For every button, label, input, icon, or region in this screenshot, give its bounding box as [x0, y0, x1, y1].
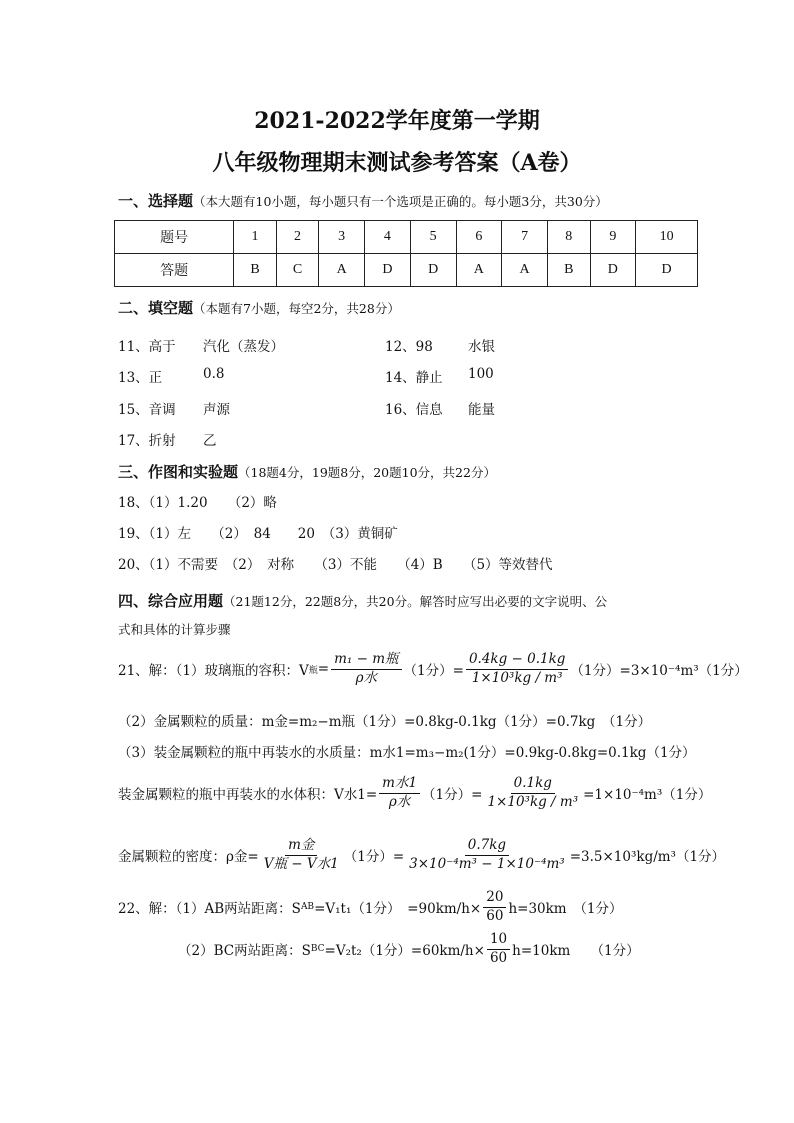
table-cell: D [410, 254, 456, 287]
q21-line2: （2）金属颗粒的质量：m金=m₂−m瓶（1分）=0.8kg-0.1kg（1分）=0.7kg （1分） [118, 714, 652, 730]
q21-l1-tail: （1分）=3×10⁻⁴m³（1分） [570, 663, 748, 680]
fraction [466, 652, 568, 686]
answer-q18: 18、（1）1.20 （2）略 [118, 495, 277, 511]
section1-heading-line [118, 190, 608, 211]
fraction [331, 652, 401, 686]
q21-l1-sub: 瓶 [308, 665, 318, 676]
table-cell: 3 [319, 221, 365, 254]
fraction-denominator: 60 [489, 949, 508, 966]
fraction-numerator: 0.1kg [511, 776, 555, 794]
q22-l1-tail: h=30km （1分） [508, 901, 623, 918]
fraction-numerator: 20 [483, 890, 506, 908]
page-subtitle: 八年级物理期末测试参考答案（A卷） [212, 150, 582, 176]
table-cell: D [365, 254, 411, 287]
table-cell: 1 [234, 221, 277, 254]
fill-item-num: 14、静止 [385, 370, 443, 386]
section1-note: （本大题有10小题，每小题只有一个选项是正确的。每小题3分，共30分） [193, 194, 608, 209]
fraction [483, 890, 506, 924]
section2-note: （本题有7小题，每空2分，共28分） [193, 301, 400, 316]
fraction [487, 932, 510, 966]
q22-l1-mid: =V₁t₁（1分） =90km/h× [314, 901, 482, 918]
fill-item-answer: 100 [468, 366, 494, 382]
fill-item-answer: 能量 [468, 402, 495, 418]
answer-table [114, 220, 698, 287]
fraction-numerator: m金 [285, 838, 317, 856]
fill-item-answer: 水银 [468, 339, 495, 355]
section4-note: （21题12分，22题8分，共20分。解答时应写出必要的文字说明、公 [223, 594, 608, 609]
fill-item-num: 16、信息 [385, 402, 443, 418]
q21-l5-mid: （1分）= [343, 849, 405, 866]
q21-l4-mid: （1分）= [422, 787, 483, 804]
table-cell: 10 [636, 221, 698, 254]
fill-item-answer: 乙 [203, 433, 217, 449]
table-cell: 8 [547, 221, 590, 254]
table-cell: D [636, 254, 698, 287]
fraction [379, 776, 420, 810]
fraction-denominator: ρ水 [388, 793, 411, 810]
table-cell: B [234, 254, 277, 287]
q21-l5-prefix: 金属颗粒的密度：ρ金= [118, 849, 259, 866]
fraction-numerator: m₁ − m瓶 [331, 652, 401, 670]
q22-l1-sub: AB [300, 902, 315, 913]
fraction-denominator: 60 [486, 907, 504, 924]
table-cell: C [276, 254, 319, 287]
q22-l2-prefix: （2）BC两站距离：S [178, 943, 311, 960]
section4-heading-line [118, 590, 607, 611]
section3-heading-line [118, 461, 496, 482]
table-cell: 9 [590, 221, 636, 254]
table-row-numbers [115, 221, 698, 254]
q21-l5-tail: =3.5×10³kg/m³（1分） [569, 849, 726, 866]
table-cell: A [319, 254, 365, 287]
fraction-denominator: ρ水 [355, 669, 378, 686]
table-cell: 4 [365, 221, 411, 254]
table-cell: A [456, 254, 502, 287]
table-header-label: 题号 [115, 221, 234, 254]
fraction [484, 776, 581, 810]
q21-line4 [118, 776, 711, 810]
fill-item-num: 17、折射 [118, 433, 176, 449]
table-cell: D [590, 254, 636, 287]
q22-line2 [178, 932, 640, 966]
fraction-numerator: m水1 [379, 776, 420, 794]
section3-note: （18题4分，19题8分，20题10分，共22分） [238, 465, 496, 480]
q21-l1-prefix: 21、解：（1）玻璃瓶的容积：V [118, 663, 309, 680]
q21-l4-prefix: 装金属颗粒的瓶中再装水的水体积：V水1= [118, 787, 378, 804]
fill-item-num: 11、高于 [118, 339, 176, 355]
section2-heading: 二、填空题 [118, 299, 194, 317]
fill-item-answer: 声源 [203, 402, 230, 418]
table-row-answers [115, 254, 698, 287]
fill-item-num: 12、98 [385, 339, 433, 355]
answer-q20: 20、（1）不需要 （2） 对称 （3）不能 （4）B （5）等效替代 [118, 557, 553, 573]
answer-q19: 19、（1）左 （2） 84 20 （3）黄铜矿 [118, 526, 398, 542]
table-cell: 6 [456, 221, 502, 254]
section3-heading: 三、作图和实验题 [118, 463, 239, 481]
fill-item-num: 13、正 [118, 370, 163, 386]
table-answer-label: 答题 [115, 254, 234, 287]
q21-line5 [118, 838, 725, 872]
fraction-numerator: 0.7kg [465, 838, 509, 856]
table-cell: 2 [276, 221, 319, 254]
fraction-denominator: 3×10⁻⁴m³ − 1×10⁻⁴m³ [409, 855, 565, 872]
fraction [406, 838, 568, 872]
section4-heading: 四、综合应用题 [118, 592, 224, 610]
fill-item-num: 15、音调 [118, 402, 176, 418]
page-title: 2021-2022学年度第一学期 [254, 108, 540, 134]
q22-l2-tail: h=10km （1分） [512, 943, 640, 960]
q21-l4-tail: =1×10⁻⁴m³（1分） [583, 787, 712, 804]
q21-l1-score: （1分）= [403, 663, 464, 680]
fraction-numerator: 0.4kg − 0.1kg [466, 652, 568, 670]
fraction-numerator: 10 [487, 932, 510, 950]
table-cell: B [547, 254, 590, 287]
q21-line1: 21、解：（1）玻璃瓶的容积：V 瓶 = $\frac{\text{m₁ − m瓶}}{\text{ρ水}}$ （1分）= $\frac{0.4kg - 0.1kg}{\text{1×10³kg / m³}}$ （1分）=3×10⁻⁴m³（1分） [118, 651, 748, 686]
q21-line3: （3）装金属颗粒的瓶中再装水的水质量：m水1=m₃−m₂(1分）=0.9kg-0.8kg=0.1kg（1分） [118, 745, 696, 761]
fill-item-answer: 0.8 [203, 366, 225, 382]
fraction-denominator: 1×10³kg / m³ [471, 669, 563, 686]
q22-l1-prefix: 22、解：（1）AB两站距离：S [118, 901, 301, 918]
q22-l2-sub: BC [310, 944, 325, 955]
fraction [261, 838, 342, 872]
fraction-denominator: V瓶 − V水1 [263, 855, 339, 872]
section2-heading-line [118, 297, 400, 318]
fraction-denominator: 1×10³kg / m³ [487, 793, 579, 810]
section1-heading: 一、选择题 [118, 192, 194, 210]
q22-l2-mid: =V₂t₂（1分）=60km/h× [324, 943, 485, 960]
table-cell: 7 [502, 221, 548, 254]
table-cell: 5 [410, 221, 456, 254]
table-cell: A [502, 254, 548, 287]
q22-line1 [118, 890, 622, 924]
section4-note-cont: 式和具体的计算步骤 [118, 622, 231, 637]
fill-item-answer: 汽化（蒸发） [203, 339, 284, 355]
